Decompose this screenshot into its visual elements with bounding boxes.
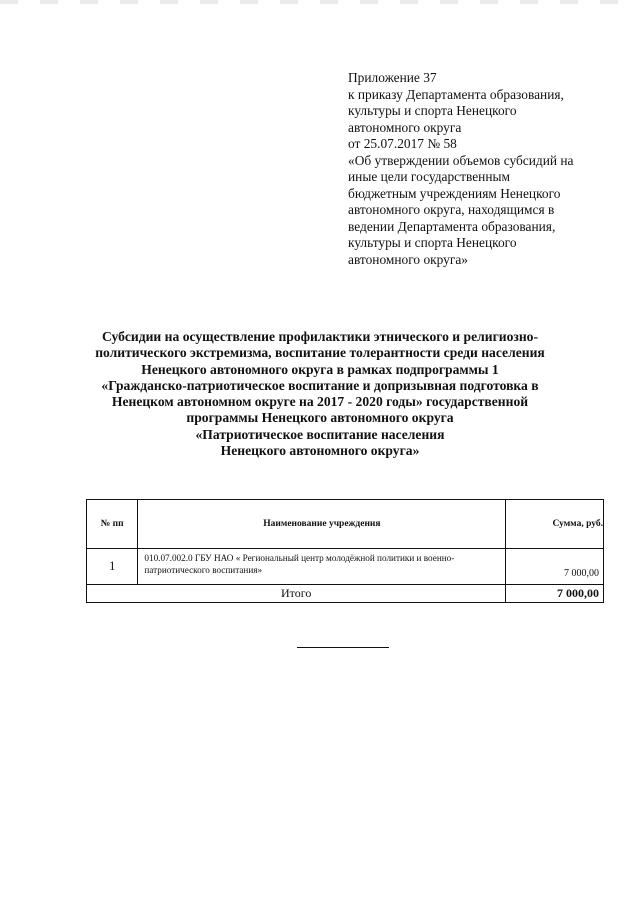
title-line: «Гражданско-патриотическое воспитание и допризывная подготовка в xyxy=(101,377,539,393)
title-line: Ненецкого автономного округа в рамках подпрограммы 1 xyxy=(141,361,499,377)
header-sum: Сумма, руб. xyxy=(506,500,604,549)
table-total-row xyxy=(87,585,604,603)
title-line: программы Ненецкого автономного округа xyxy=(186,410,454,426)
row-num: 1 xyxy=(87,549,138,585)
row-sum: 7 000,00 xyxy=(506,549,604,585)
title-line: политического экстремизма, воспитание толерантности среди населения xyxy=(95,345,545,361)
appendix-line: Приложение 37 xyxy=(348,70,437,85)
appendix-block xyxy=(348,70,618,268)
scan-top-marks xyxy=(0,0,640,4)
total-sum: 7 000,00 xyxy=(506,585,604,603)
appendix-line: ведении Департамента образования, xyxy=(348,218,556,234)
table-header-row xyxy=(87,500,604,549)
document-title xyxy=(60,329,580,459)
title-line: Ненецкого автономного округа» xyxy=(220,443,420,459)
header-num: № пп xyxy=(87,500,138,549)
appendix-line: культуры и спорта Ненецкого xyxy=(348,103,517,118)
appendix-line: бюджетным учреждениям Ненецкого xyxy=(348,185,561,201)
appendix-line: иные цели государственным xyxy=(348,169,510,184)
appendix-line: культуры и спорта Ненецкого xyxy=(348,235,517,250)
title-line: Ненецком автономном округе на 2017 - 2020 годы» государственной xyxy=(111,394,529,410)
row-name: 010.07.002.0 ГБУ НАО « Региональный центр молодёжной политики и военно-патриотического воспитания» xyxy=(138,549,506,585)
appendix-line: «Об утверждении объемов субсидий на xyxy=(348,152,574,168)
title-line: Субсидии на осуществление профилактики этнического и религиозно- xyxy=(101,329,539,344)
appendix-line: от 25.07.2017 № 58 xyxy=(348,136,457,151)
title-line: «Патриотическое воспитание населения xyxy=(195,426,445,442)
appendix-line: к приказу Департамента образования, xyxy=(348,86,564,102)
table-row xyxy=(87,549,604,585)
appendix-line: автономного округа» xyxy=(348,251,468,267)
closing-rule xyxy=(297,647,389,648)
total-label: Итого xyxy=(87,585,506,603)
appendix-line: автономного округа, находящимся в xyxy=(348,202,555,217)
appendix-line: автономного округа xyxy=(348,119,462,135)
header-name: Наименование учреждения xyxy=(138,500,506,549)
subsidies-table xyxy=(86,499,604,603)
